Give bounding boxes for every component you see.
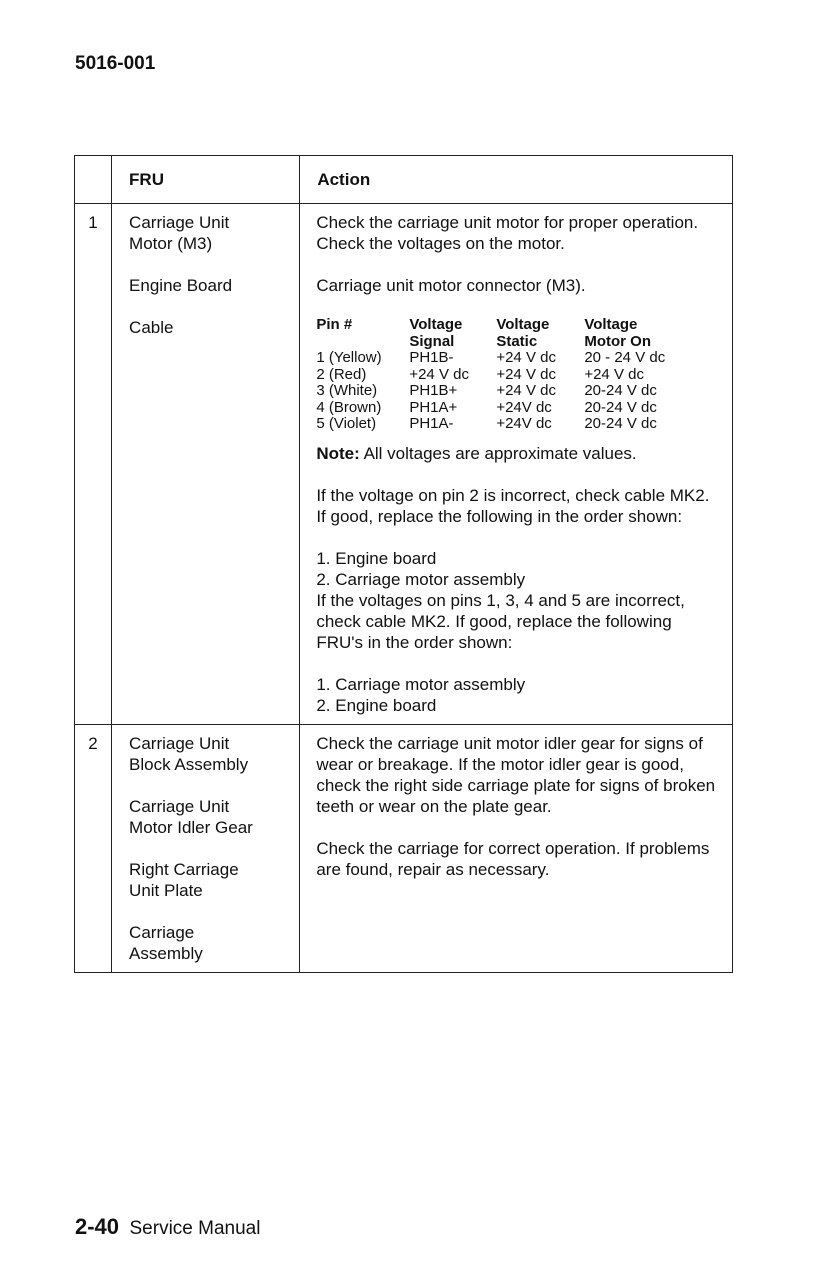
voltage-row [316, 350, 676, 367]
voltage-header-row [316, 317, 676, 350]
voltage-cell: 20 - 24 V dc [584, 349, 666, 366]
voltage-cell: 4 (Brown) [316, 398, 382, 416]
voltage-header: Voltage Static [496, 316, 550, 350]
table-row [75, 204, 733, 725]
document-id: 5016-001 [75, 53, 156, 74]
voltage-cell: +24 V dc [584, 365, 644, 383]
page-number: 2-40 [75, 1214, 120, 1239]
note-label: Note: [316, 443, 360, 463]
voltage-cell: 20-24 V dc [584, 382, 657, 399]
fru-action-table [74, 155, 733, 973]
voltage-row [316, 400, 676, 417]
note [316, 443, 722, 464]
voltage-cell: +24 V dc [409, 365, 469, 383]
voltage-cell: 2 (Red) [316, 365, 367, 383]
fru-item: Carriage Unit Motor (M3) [129, 213, 230, 253]
fru-item: Carriage Assembly [129, 922, 203, 963]
voltage-cell: PH1A- [409, 415, 454, 432]
fru-item: Carriage Unit Block Assembly [129, 733, 249, 774]
action-cell [300, 724, 733, 972]
voltage-cell: +24V dc [496, 415, 552, 432]
note-text: All voltages are approximate values. [359, 443, 637, 463]
header-fru: FRU [112, 156, 300, 204]
voltage-cell: 20-24 V dc [584, 398, 657, 416]
header-number [75, 156, 112, 204]
voltage-cell: PH1B- [409, 349, 454, 366]
pins-replace-list: 1. Carriage motor assembly 2. Engine board [316, 674, 526, 715]
fru-item: Engine Board [129, 276, 233, 295]
voltage-cell: +24 V dc [496, 349, 556, 366]
header-action: Action [300, 156, 733, 204]
pin2-instruction: If the voltage on pin 2 is incorrect, check cable MK2. If good, replace the following in the order shown: [316, 485, 710, 526]
pins-instruction: If the voltages on pins 1, 3, 4 and 5 are incorrect, check cable MK2. If good, replace the following FRU's in the order shown: [316, 590, 685, 652]
voltage-row [316, 367, 676, 384]
table-row [75, 724, 733, 972]
voltage-cell: PH1A+ [409, 398, 458, 416]
row-number: 1 [75, 204, 112, 725]
action-text: Check the carriage unit motor for proper operation. Check the voltages on the motor. [316, 213, 699, 253]
table-header-row [75, 156, 733, 204]
voltage-cell: 5 (Violet) [316, 415, 377, 432]
voltage-header: Voltage Motor On [584, 316, 651, 350]
fru-item: Cable [129, 318, 174, 337]
fru-cell [112, 724, 300, 972]
action-cell [300, 204, 733, 725]
action-text: Check the carriage unit motor idler gear for signs of wear or breakage. If the motor idler gear is good, check the right side carriage plate for signs of broken teeth or wear on the plate gear. [316, 733, 716, 816]
fru-item: Right Carriage Unit Plate [129, 859, 239, 900]
voltage-row [316, 416, 676, 433]
voltage-cell: 1 (Yellow) [316, 349, 382, 366]
voltage-header: Pin # [316, 316, 353, 333]
fru-item: Carriage Unit Motor Idler Gear [129, 796, 253, 837]
voltage-cell: 3 (White) [316, 382, 378, 399]
voltage-row [316, 383, 676, 400]
voltage-cell: 20-24 V dc [584, 415, 657, 432]
pin2-replace-list: 1. Engine board 2. Carriage motor assembly [316, 548, 526, 589]
row-number: 2 [75, 724, 112, 972]
action-text: Check the carriage for correct operation. If problems are found, repair as necessary. [316, 838, 710, 879]
voltage-cell: +24 V dc [496, 382, 556, 399]
connector-text: Carriage unit motor connector (M3). [316, 276, 586, 295]
manual-title: Service Manual [129, 1218, 261, 1239]
voltage-table [316, 317, 676, 433]
page-footer [75, 1214, 260, 1240]
voltage-cell: +24 V dc [496, 365, 556, 383]
voltage-cell: PH1B+ [409, 382, 458, 399]
voltage-header: Voltage Signal [409, 316, 463, 350]
voltage-cell: +24V dc [496, 398, 552, 416]
fru-cell [112, 204, 300, 725]
